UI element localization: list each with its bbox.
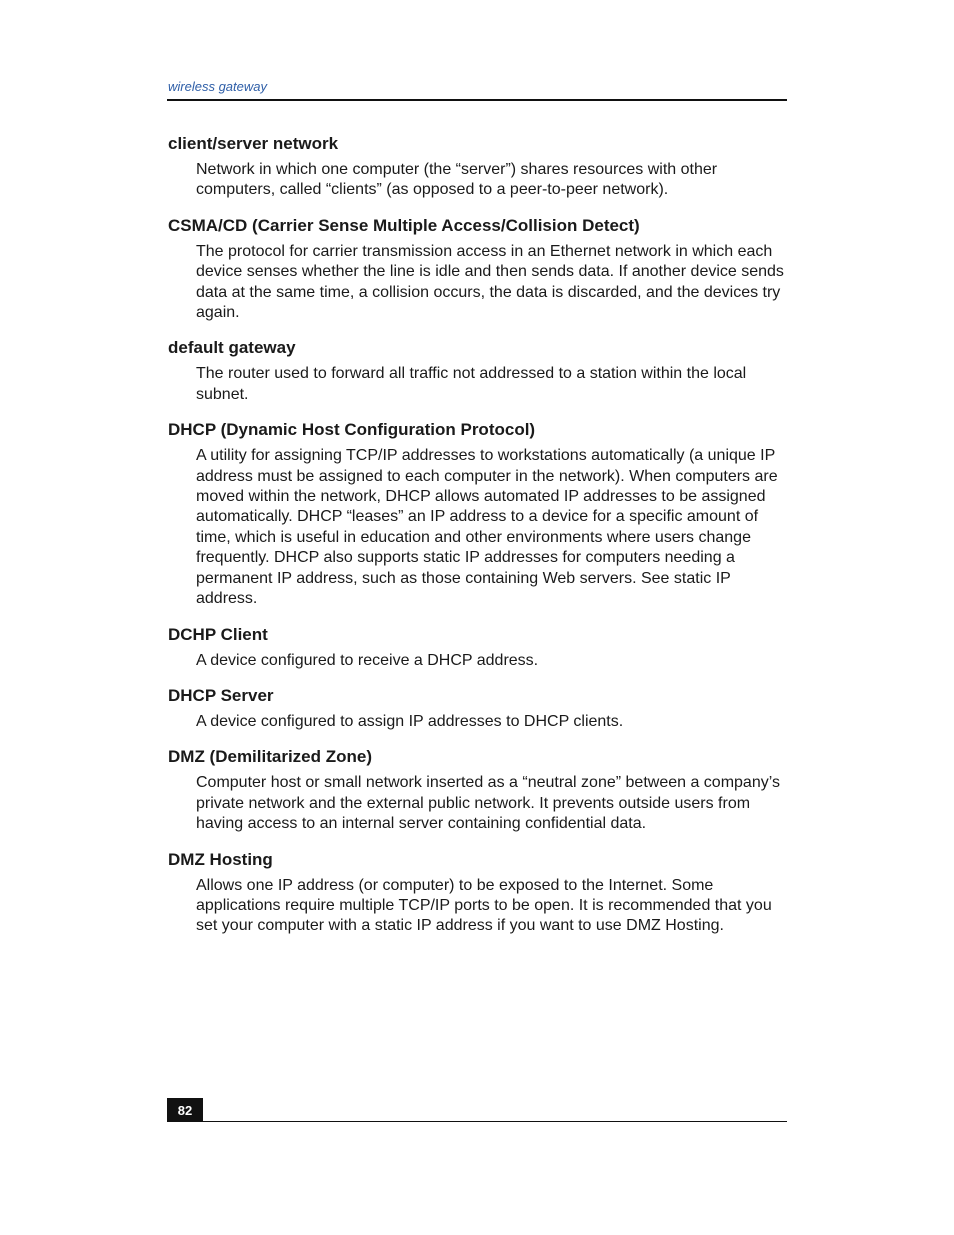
glossary-term: DHCP Server <box>168 685 274 705</box>
glossary-entry <box>168 746 788 834</box>
glossary-definition: Computer host or small network inserted as a “neutral zone” between a company’s private network and the external public network. It prevents outside users from having access to an internal server containing confidential data. <box>196 774 780 833</box>
glossary-definition: The protocol for carrier transmission access in an Ethernet network in which each device senses whether the line is idle and then sends data. If another device sends data at the same time, a collision occurs, the data is discarded, and the devices try again. <box>196 242 784 322</box>
header-rule <box>167 99 787 101</box>
glossary-entry <box>168 685 788 732</box>
glossary-entry <box>168 133 788 201</box>
glossary-entry <box>168 215 788 324</box>
glossary-entry <box>168 419 788 609</box>
glossary-term: DMZ Hosting <box>168 849 273 869</box>
glossary-term: DHCP (Dynamic Host Configuration Protocol) <box>168 420 536 440</box>
glossary-definition: A device configured to receive a DHCP address. <box>196 651 539 669</box>
glossary-entry <box>168 337 788 405</box>
glossary <box>168 133 788 951</box>
glossary-definition: Allows one IP address (or computer) to be exposed to the Internet. Some applications require multiple TCP/IP ports to be open. It is recommended that you set your computer with a static IP address if you want to use DMZ Hosting. <box>196 876 772 935</box>
glossary-term: default gateway <box>168 338 296 358</box>
page-number: 82 <box>167 1098 203 1122</box>
glossary-definition: Network in which one computer (the “server”) shares resources with other computers, called “clients” (as opposed to a peer-to-peer network). <box>196 161 718 199</box>
glossary-entry <box>168 624 788 671</box>
glossary-entry <box>168 849 788 937</box>
glossary-definition: The router used to forward all traffic not addressed to a station within the local subnet. <box>196 365 747 403</box>
glossary-term: DCHP Client <box>168 624 268 644</box>
glossary-term: client/server network <box>168 134 339 153</box>
footer-rule <box>167 1121 787 1122</box>
running-header: wireless gateway <box>168 79 267 94</box>
glossary-term: CSMA/CD (Carrier Sense Multiple Access/Collision Detect) <box>168 215 640 235</box>
glossary-definition: A device configured to assign IP addresses to DHCP clients. <box>196 712 624 730</box>
glossary-term: DMZ (Demilitarized Zone) <box>168 747 373 767</box>
glossary-definition: A utility for assigning TCP/IP addresses to workstations automatically (a unique IP address must be assigned to each computer in the network). When computers are moved within the network, DHCP allows automated IP addresses to be assigned automatically. DHCP “leases” an IP address to a device for a specific amount of time, which is useful in education and other environments where users change frequently. DHCP also supports static IP addresses for computers needing a permanent IP address, such as those containing Web servers. See static IP address. <box>196 447 778 608</box>
